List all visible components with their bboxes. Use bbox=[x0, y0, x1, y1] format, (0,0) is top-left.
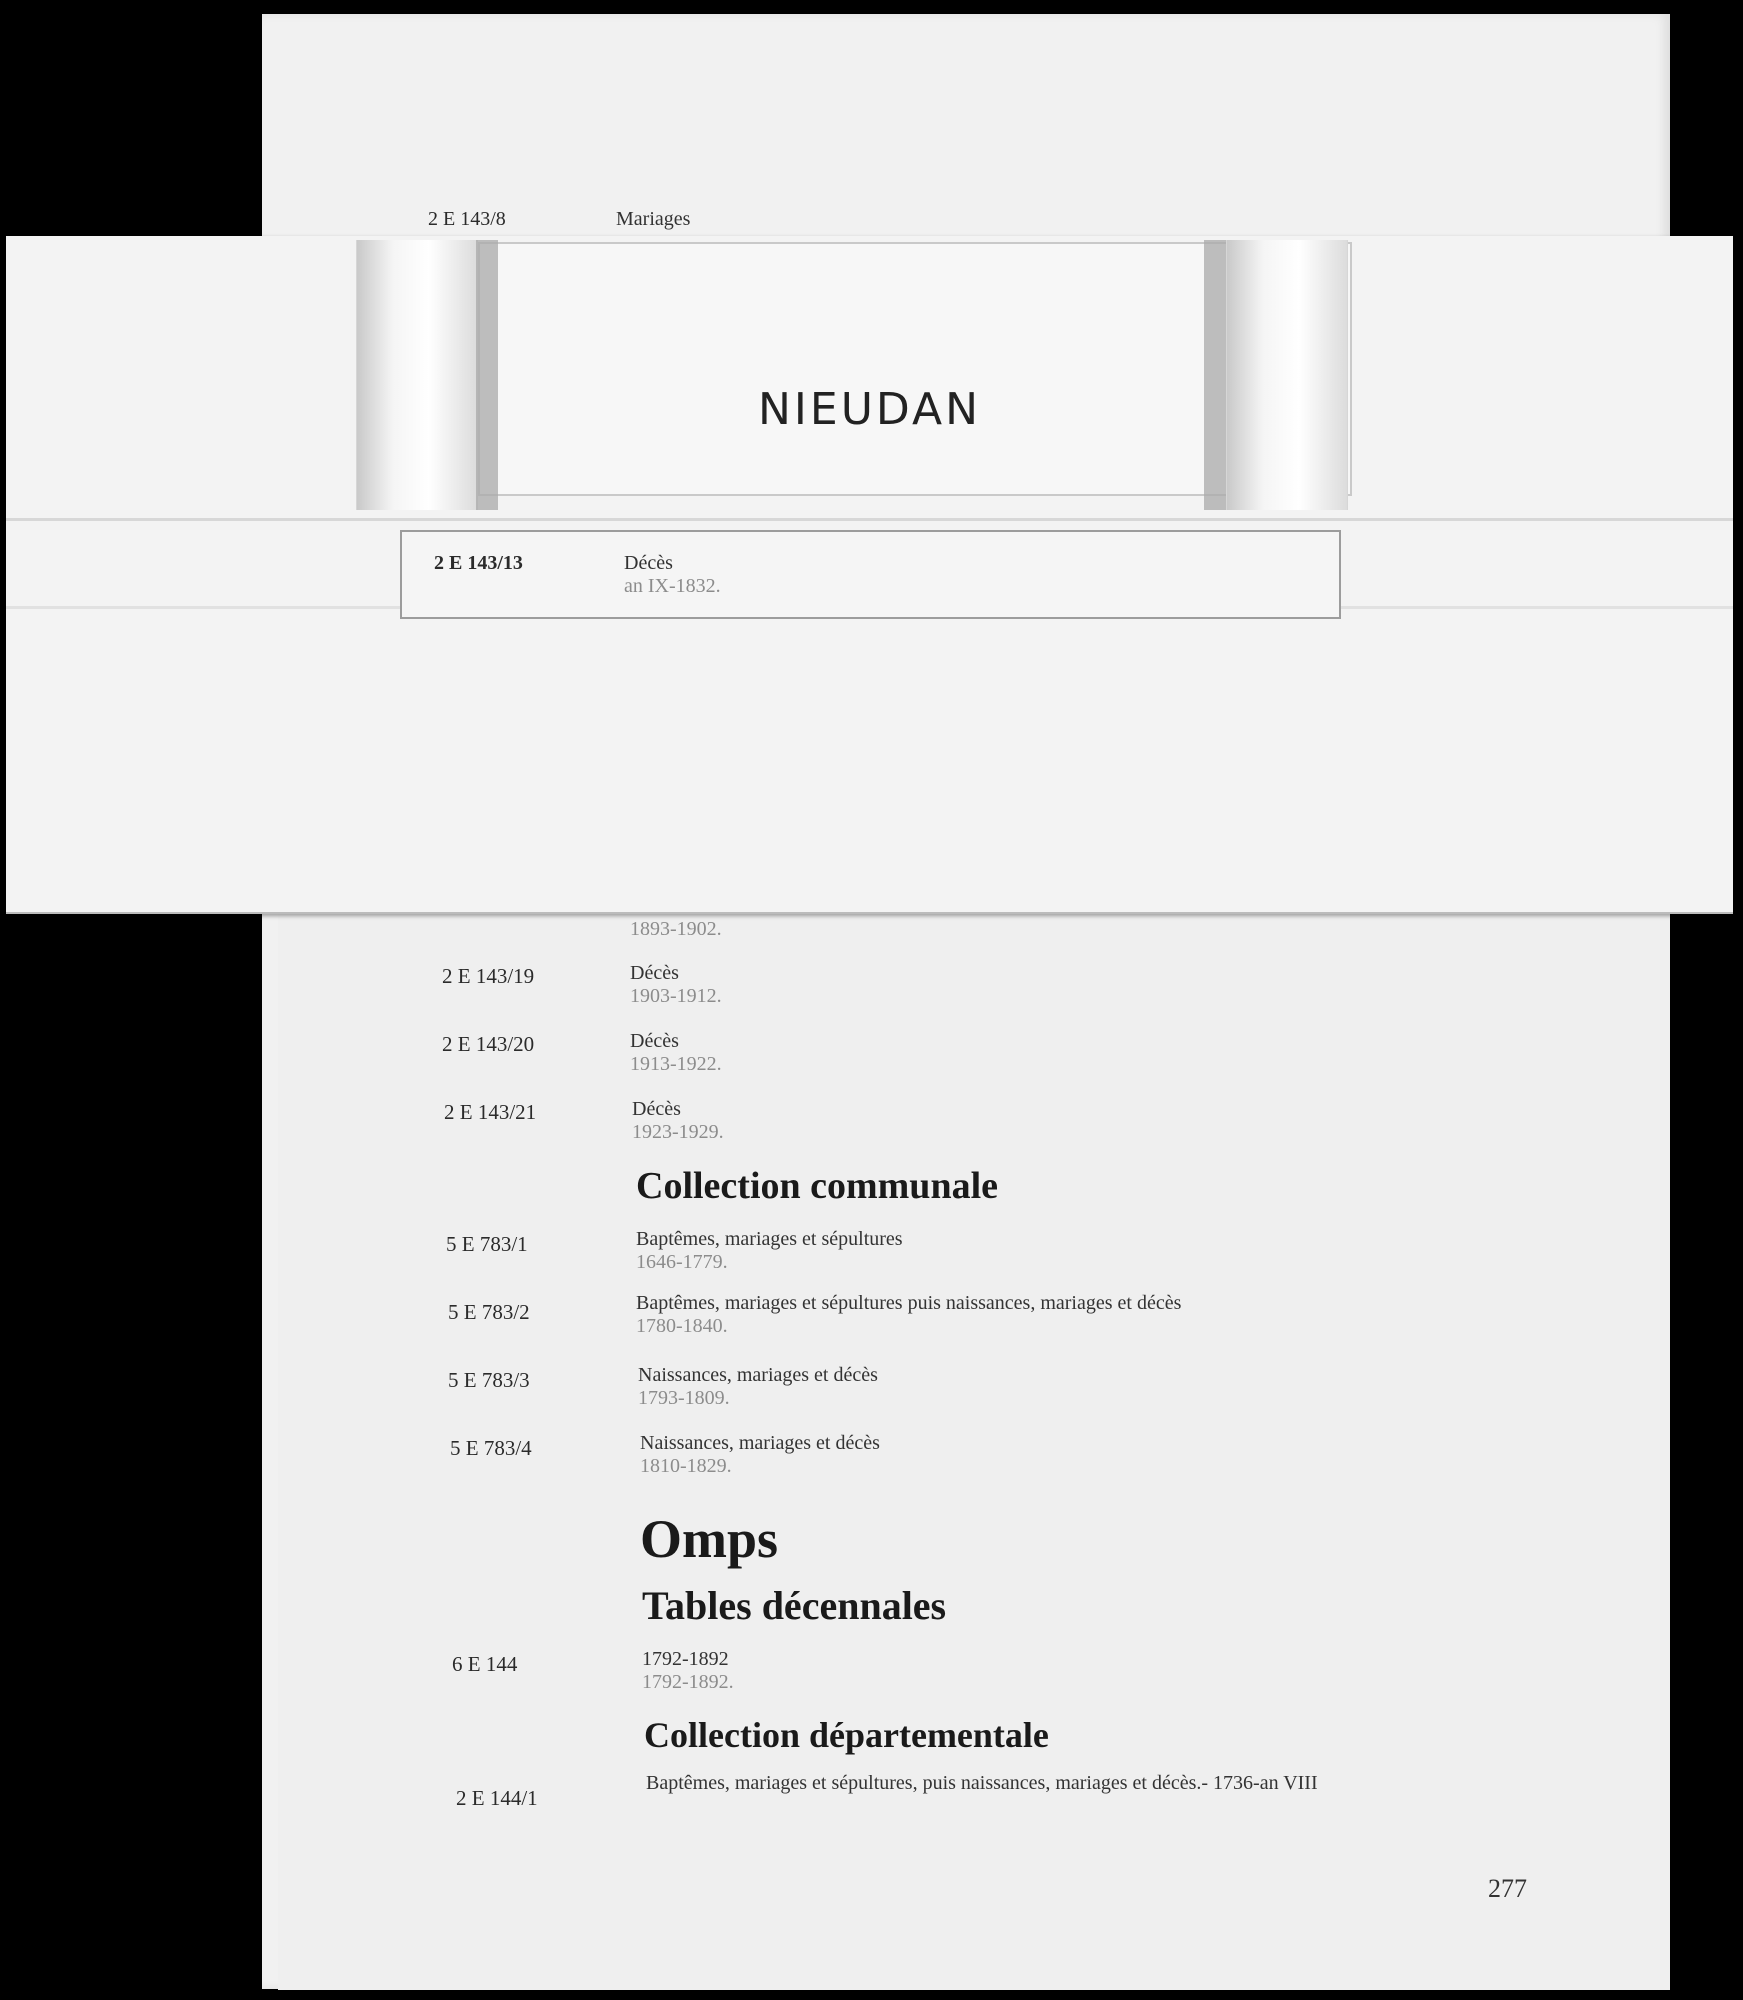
entry-code: 2 E 144/1 bbox=[456, 1786, 538, 1810]
entry-description bbox=[640, 1432, 880, 1478]
entry-title: 1792-1892 bbox=[642, 1648, 729, 1670]
entry-title: Décès bbox=[632, 1098, 681, 1120]
adhesive-tape-right bbox=[1226, 240, 1348, 510]
entry-dates: 1903-1912. bbox=[630, 985, 722, 1007]
entry-description bbox=[630, 962, 722, 1008]
tape-shadow bbox=[476, 240, 498, 510]
entry-dates: an IX-1832. bbox=[624, 575, 721, 597]
tape-shadow bbox=[1204, 240, 1226, 510]
handwritten-label: NIEUDAN bbox=[758, 384, 982, 435]
entry-dates: 1792-1892. bbox=[642, 1671, 734, 1693]
adhesive-tape-left bbox=[356, 240, 478, 510]
entry-code: 2 E 143/20 bbox=[442, 1032, 535, 1056]
page-number: 277 bbox=[1488, 1874, 1527, 1903]
entry-dates: 1923-1929. bbox=[632, 1121, 724, 1143]
entry-description bbox=[616, 208, 690, 231]
boxed-entry bbox=[400, 530, 1341, 619]
fold-line bbox=[6, 518, 1733, 521]
entry-description bbox=[624, 552, 721, 598]
entry-code: 5 E 783/1 bbox=[446, 1232, 528, 1256]
entry-code: 2 E 143/8 bbox=[428, 208, 506, 230]
entry-dates: 1893-1902. bbox=[630, 918, 722, 940]
entry-title: Baptêmes, mariages et sépultures, puis naissances, mariages et décès.- 1736-an VIII bbox=[646, 1772, 1318, 1794]
entry-code: 2 E 143/13 bbox=[434, 552, 523, 574]
entry-description bbox=[646, 1772, 1318, 1795]
entry-description bbox=[642, 1648, 734, 1694]
entry-code: 2 E 143/19 bbox=[442, 964, 535, 988]
entry-dates: 1810-1829. bbox=[640, 1455, 732, 1477]
section-heading: Collection départementale bbox=[644, 1715, 1049, 1755]
entry-description bbox=[630, 918, 722, 941]
entry-title: Baptêmes, mariages et sépultures bbox=[636, 1228, 903, 1250]
entry-description bbox=[636, 1228, 903, 1274]
section-heading: Tables décennales bbox=[642, 1583, 947, 1628]
entry-dates: 1646-1779. bbox=[636, 1251, 728, 1273]
entry-description bbox=[638, 1364, 878, 1410]
entry-label: Mariages bbox=[616, 208, 691, 230]
entry-description bbox=[630, 1030, 722, 1076]
entry-dates: 1780-1840. bbox=[636, 1315, 728, 1337]
entry-title: Baptêmes, mariages et sépultures puis naissances, mariages et décès bbox=[636, 1292, 1182, 1314]
commune-heading: Omps bbox=[640, 1509, 779, 1569]
entry-title: Décès bbox=[630, 1030, 679, 1052]
section-heading: Collection communale bbox=[636, 1165, 999, 1207]
entry-code: 5 E 783/2 bbox=[448, 1300, 530, 1324]
entry-dates: 1793-1809. bbox=[638, 1387, 730, 1409]
entry-description bbox=[636, 1292, 1181, 1338]
entry-code: 5 E 783/3 bbox=[448, 1368, 530, 1392]
entry-code: 5 E 783/4 bbox=[450, 1436, 532, 1460]
entry-dates: 1913-1922. bbox=[630, 1053, 722, 1075]
entry-title: Décès bbox=[624, 552, 673, 574]
entry-description bbox=[632, 1098, 724, 1144]
entry-title: Naissances, mariages et décès bbox=[638, 1364, 878, 1386]
entry-title: Décès bbox=[630, 962, 679, 984]
entry-code: 6 E 144 bbox=[452, 1652, 518, 1676]
entry-title: Naissances, mariages et décès bbox=[640, 1432, 880, 1454]
entry-code: 2 E 143/21 bbox=[444, 1100, 537, 1124]
